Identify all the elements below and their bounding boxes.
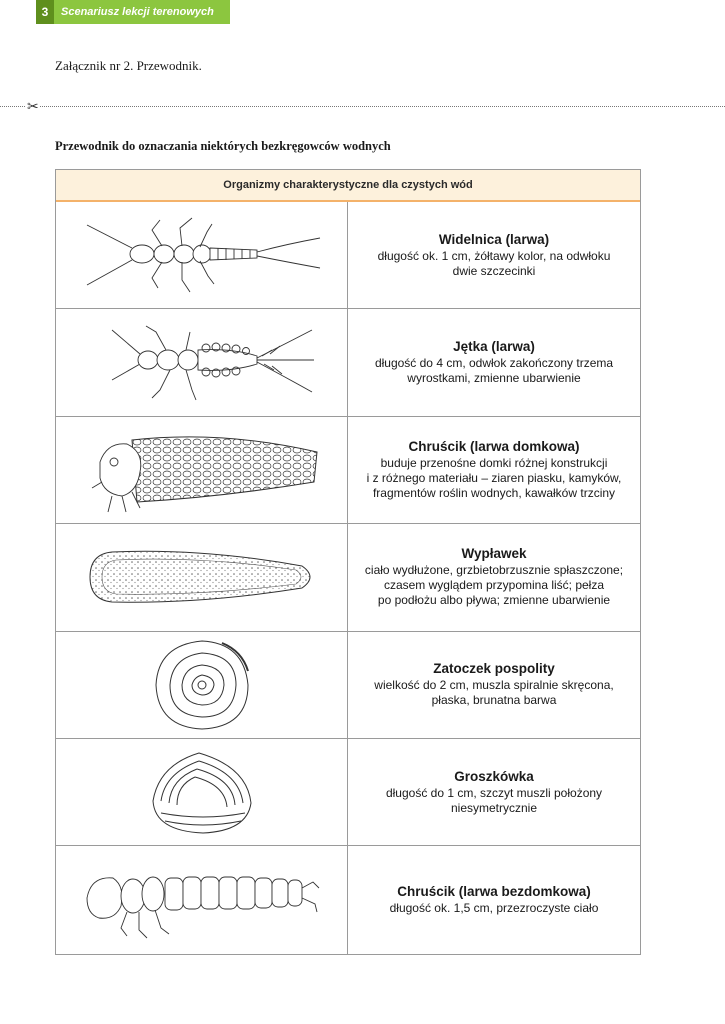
image-cell	[56, 417, 348, 523]
pea-clam-icon	[147, 747, 257, 837]
page-number: 3	[36, 0, 54, 24]
caddisfly-case-larva-icon	[82, 422, 322, 517]
caddisfly-free-larva-icon	[77, 858, 327, 943]
flatworm-icon	[82, 542, 322, 612]
organism-name: Zatoczek pospolity	[433, 661, 555, 677]
image-cell	[56, 632, 348, 738]
guide-table	[55, 169, 641, 955]
table-row	[56, 846, 640, 953]
table-row	[56, 309, 640, 416]
organism-name: Chruścik (larwa bezdomkowa)	[397, 884, 591, 900]
table-row	[56, 632, 640, 739]
mayfly-larva-icon	[82, 318, 322, 408]
organism-description: długość do 1 cm, szczyt muszli położony niesymetrycznie	[385, 785, 603, 815]
organism-description: buduje przenośne domki różnej konstrukcji i z różnego materiału – ziaren piasku, kamyków, fragmentów roślin wodnych, kawałków trzciny	[366, 455, 622, 500]
description-cell	[348, 202, 640, 308]
description-cell	[348, 417, 640, 523]
organism-name: Chruścik (larwa domkowa)	[408, 438, 580, 454]
organism-description: długość do 4 cm, odwłok zakończony trzema wyrostkami, zmienne ubarwienie	[374, 356, 614, 386]
ramshorn-snail-icon	[152, 637, 252, 733]
organism-name: Jętka (larwa)	[453, 339, 535, 355]
organism-description: długość ok. 1 cm, żółtawy kolor, na odwłoku dwie szczecinki	[377, 248, 611, 278]
description-cell	[348, 739, 640, 845]
image-cell	[56, 202, 348, 308]
attachment-label: Załącznik nr 2. Przewodnik.	[55, 58, 202, 73]
guide-title: Przewodnik do oznaczania niektórych bezkręgowców wodnych	[55, 139, 391, 153]
organism-description: ciało wydłużone, grzbietobrzusznie spłaszczone; czasem wyglądem przypomina liść; pełza po podłożu albo pływa; zmienne ubarwienie	[364, 563, 624, 608]
organism-name: Wypławek	[461, 546, 527, 562]
organism-description: długość ok. 1,5 cm, przezroczyste ciało	[389, 901, 599, 916]
table-row	[56, 417, 640, 524]
stonefly-larva-icon	[82, 210, 322, 300]
table-row	[56, 739, 640, 846]
section-title: Scenariusz lekcji terenowych	[54, 0, 230, 24]
image-cell	[56, 524, 348, 630]
description-cell	[348, 309, 640, 415]
header-bar	[0, 0, 230, 24]
organism-name: Widelnica (larwa)	[438, 231, 550, 247]
image-cell	[56, 309, 348, 415]
table-header: Organizmy charakterystyczne dla czystych wód	[56, 170, 640, 202]
organism-name: Groszkówka	[454, 768, 534, 784]
table-row	[56, 202, 640, 309]
organism-description: wielkość do 2 cm, muszla spiralnie skręcona, płaska, brunatna barwa	[374, 678, 614, 708]
image-cell	[56, 739, 348, 845]
description-cell	[348, 846, 640, 953]
description-cell	[348, 632, 640, 738]
image-cell	[56, 846, 348, 953]
description-cell	[348, 524, 640, 630]
cut-line	[0, 106, 725, 108]
scissors-icon: ✂	[27, 98, 39, 114]
table-row	[56, 524, 640, 631]
